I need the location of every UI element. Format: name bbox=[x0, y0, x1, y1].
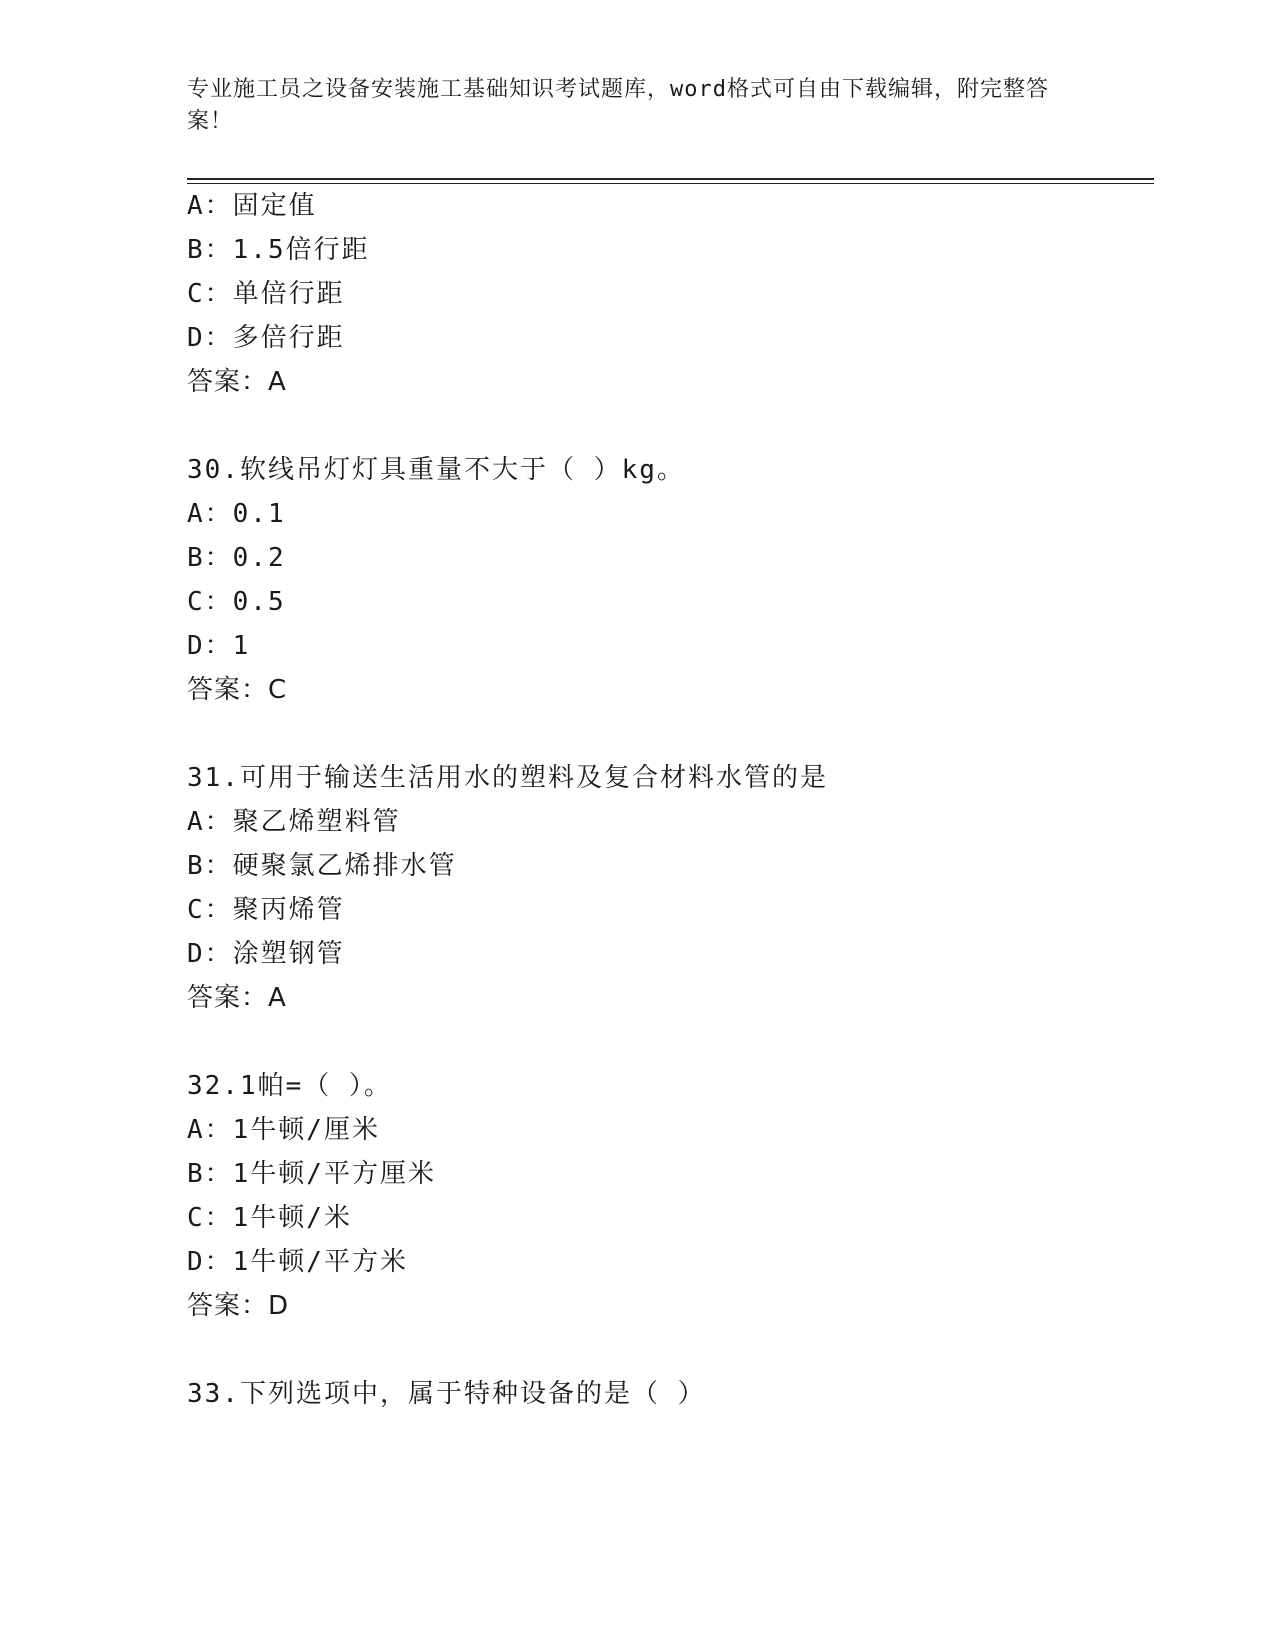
question-text: 31.可用于输送生活用水的塑料及复合材料水管的是 bbox=[187, 763, 828, 793]
answer-line: 答案：A bbox=[187, 367, 287, 397]
question-text: 30.软线吊灯灯具重量不大于（ ）kg。 bbox=[187, 455, 685, 485]
header-divider bbox=[187, 178, 1154, 180]
header-divider-secondary bbox=[187, 183, 1154, 184]
answer-line: 答案：C bbox=[187, 675, 288, 705]
option-b: B：0.2 bbox=[187, 543, 286, 573]
option-c: C：1牛顿/米 bbox=[187, 1203, 352, 1233]
option-b: B：1.5倍行距 bbox=[187, 235, 370, 265]
option-b: B：1牛顿/平方厘米 bbox=[187, 1159, 436, 1189]
answer-line: 答案：A bbox=[187, 983, 287, 1013]
question-text: 33.下列选项中，属于特种设备的是（ ） bbox=[187, 1379, 706, 1409]
option-a: A：0.1 bbox=[187, 499, 286, 529]
option-b: B：硬聚氯乙烯排水管 bbox=[187, 851, 457, 881]
option-a: A：聚乙烯塑料管 bbox=[187, 807, 401, 837]
option-c: C：单倍行距 bbox=[187, 279, 345, 309]
option-c: C：0.5 bbox=[187, 587, 286, 617]
option-a: A：固定值 bbox=[187, 191, 317, 221]
answer-line: 答案：D bbox=[187, 1291, 290, 1321]
option-d: D：涂塑钢管 bbox=[187, 939, 345, 969]
question-text: 32.1帕=（ ）。 bbox=[187, 1071, 392, 1101]
option-d: D：多倍行距 bbox=[187, 323, 345, 353]
option-d: D：1牛顿/平方米 bbox=[187, 1247, 408, 1277]
document-header: 专业施工员之设备安装施工基础知识考试题库，word格式可自由下载编辑，附完整答案！ bbox=[187, 77, 1049, 134]
option-d: D：1 bbox=[187, 631, 251, 661]
option-a: A：1牛顿/厘米 bbox=[187, 1115, 380, 1145]
option-c: C：聚丙烯管 bbox=[187, 895, 345, 925]
